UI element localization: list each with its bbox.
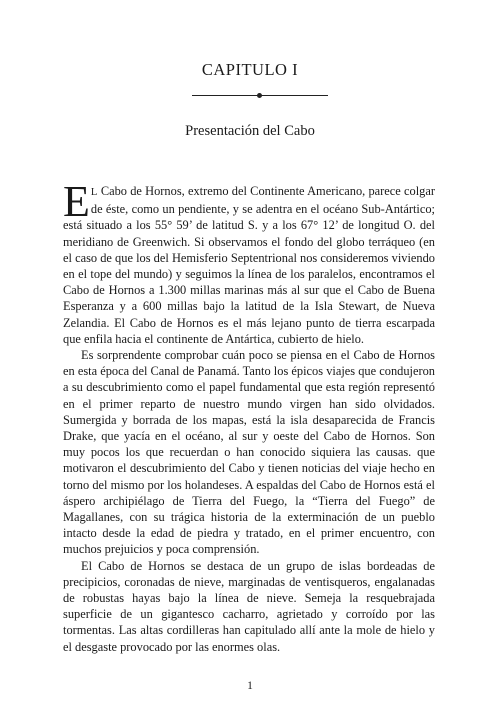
page-number: 1 bbox=[247, 680, 253, 692]
paragraph-1-text: Cabo de Hornos, extremo del Continente Americano, parece colgar de éste, como un pendiente, y se adentra en el océano Sub-Antártico; está situado a los 55° 59’ de latitud S. y a los 67° 12’ de longitud O. del meridiano de Greenwich. Si observamos el fondo del globo terráqueo (en el caso de que los del Hemisferio Septentrional nos consideremos viviendo en el tope del mundo) y seguimos la línea de los paralelos, encontramos el Cabo de Hornos a 1.300 millas marinas más al sur que el Cabo de Buena Esperanza y a 600 millas bajo la latitud de la Isla Stewart, de Nueva Zelandia. El Cabo de Hornos es el más lejano punto de tierra escarpada que enfila hacia el continente de Antártica, cubierto de hielo. bbox=[63, 184, 435, 346]
chapter-title: CAPITULO I bbox=[201, 60, 299, 79]
section-title: Presentación del Cabo bbox=[185, 123, 315, 139]
ornament-divider bbox=[192, 93, 328, 99]
drop-cap: E bbox=[63, 177, 90, 226]
paragraph-3: El Cabo de Hornos se destaca de un grupo de islas bordeadas de precipicios, coronadas de nieve, marginadas de ventisqueros, engalanadas de robustas hayas bajo la línea de nieve. Semeja la resquebrajada superficie de un gigantesco cacharro, agrietado y corroído por las tormentas. Las altas cordilleras han capitulado allí ante la mole de hielo y el desgaste provocado por las enormes olas. bbox=[63, 558, 435, 654]
divider-dot bbox=[257, 93, 262, 98]
first-word-smallcap: L bbox=[90, 187, 98, 198]
paragraph-1 bbox=[63, 177, 435, 347]
paragraph-2: Es sorprendente comprobar cuán poco se piensa en el Cabo de Hornos en esta época del Canal de Panamá. Tanto los épicos viajes que condujeron a su descubrimiento como el papel fundamental que esta región representó en el primer reparto de nuestro mundo virgen han sido olvidados. Sumergida y borrada de los mapas, está la isla desaparecida de Francis Drake, que yacía en el océano, al sur y oeste del Cabo de Hornos. Son muy pocos los que recuerdan o han conocido siquiera las causas. que motivaron el descubrimiento del Cabo y tienen noticias del viaje hecho en torno del mismo por los holandeses. A espaldas del Cabo de Hornos está el áspero archipiélago de Tierra del Fuego, la “Tierra del Fuego” de Magallanes, con su trágica historia de la exterminación de un pueblo intacto desde la edad de piedra y tratado, en el primer encuentro, con muchos prejuicios y poca comprensión. bbox=[63, 348, 435, 557]
body-text bbox=[63, 177, 435, 655]
